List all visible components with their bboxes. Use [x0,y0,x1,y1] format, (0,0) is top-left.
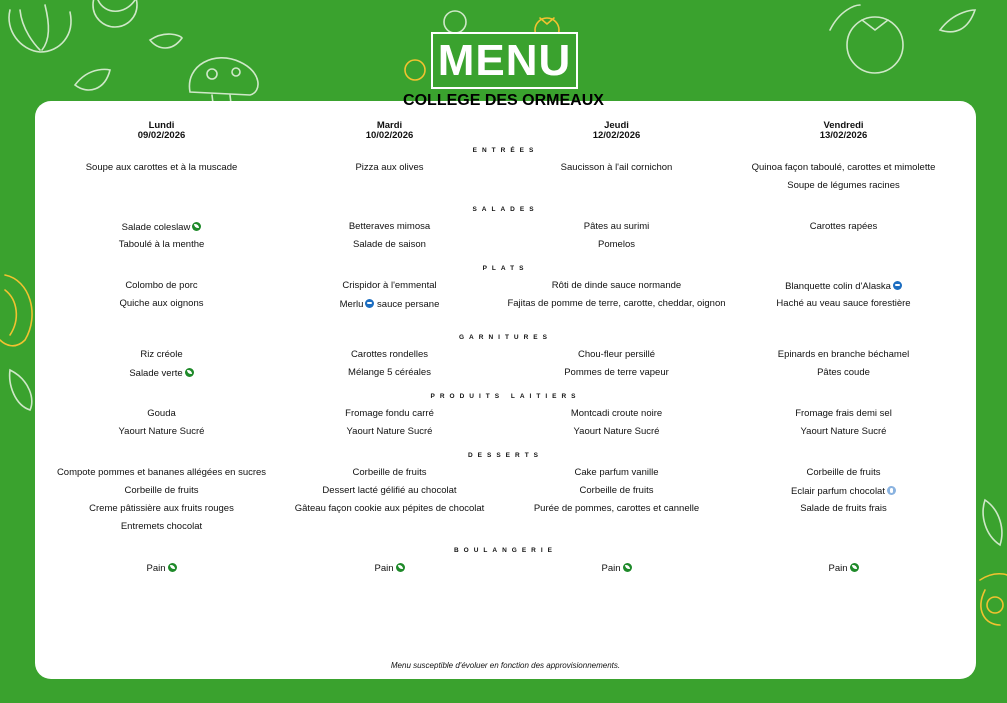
leaf-icon [623,563,632,572]
menu-item [503,368,730,378]
menu-item-label: Mélange 5 céréales [348,367,431,378]
menu-item-label: Yaourt Nature Sucré [800,426,887,437]
day-date: 13/02/2026 [819,130,868,141]
menu-item [48,468,275,478]
day-date: 10/02/2026 [365,130,414,141]
menu-item [730,350,957,360]
menu-item [730,563,957,574]
menu-item [503,281,730,291]
menu-item-label: Salade de saison [353,239,426,250]
day-header [48,121,275,141]
section-title: DESSERTS [467,452,544,459]
menu-item [276,427,503,437]
menu-item [48,240,275,250]
menu-item [730,368,957,378]
day-date: 09/02/2026 [137,130,186,141]
menu-item [48,281,275,291]
menu-item [503,409,730,419]
menu-item-label: Pain [146,563,166,574]
menu-item-label: Salade de fruits frais [800,503,887,514]
menu-item-label: Haché au veau sauce forestière [776,298,911,309]
menu-item-label: Corbeille de fruits [352,467,427,478]
menu-item-suffix: sauce persane [374,299,440,310]
menu-item [48,522,275,532]
menu-item [503,504,730,514]
day-date: 12/02/2026 [592,130,641,141]
menu-item [48,350,275,360]
section-title: BOULANGERIE [453,547,558,554]
menu-item-label: Compote pommes et bananes allégées en sucres [56,467,267,478]
menu-item [730,222,957,232]
menu-item [730,486,957,497]
cabbage-icon [93,0,137,27]
right-broccoli-icon [980,574,1007,625]
menu-item-label: Eclair parfum chocolat [791,486,885,497]
menu-item-label: Merlu [339,299,364,310]
menu-item [276,299,503,310]
day-name: Vendredi [823,120,864,131]
menu-item-label: Gouda [147,408,176,419]
left-onion-icon [0,275,32,346]
onion-icon [9,5,71,52]
menu-item-label: Dessert lacté gélifié au chocolat [322,485,457,496]
menu-item-label: Cake parfum vanille [574,467,659,478]
menu-item [276,350,503,360]
day-header [730,121,957,141]
menu-item-label: Fromage frais demi sel [795,408,892,419]
menu-item [276,240,503,250]
menu-item [276,468,503,478]
menu-item-label: Epinards en branche béchamel [777,349,910,360]
menu-item-label: Pommes de terre vapeur [564,367,669,378]
menu-item [276,222,503,232]
menu-item [503,299,730,309]
menu-item [48,486,275,496]
menu-item [276,563,503,574]
menu-item-label: Pomelos [598,239,635,250]
day-name: Jeudi [604,120,629,131]
menu-item-label: Entremets chocolat [120,521,203,532]
menu-item [503,468,730,478]
menu-item [48,163,275,173]
leaf-decor-icon [75,34,182,90]
footer-note: Menu susceptible d'évoluer en fonction des approvisionnements. [390,661,621,670]
menu-item-label: Fajitas de pomme de terre, carotte, cheddar, oignon [507,298,726,309]
menu-item-label: Salade coleslaw [121,222,191,233]
menu-item [503,163,730,173]
menu-item-label: Pizza aux olives [355,162,424,173]
leaf-icon [396,563,405,572]
menu-item-label: Corbeille de fruits [124,485,199,496]
menu-item [730,504,957,514]
menu-item-label: Soupe aux carottes et à la muscade [85,162,238,173]
menu-item [730,468,957,478]
day-header [503,121,730,141]
menu-item [730,299,957,309]
menu-item [48,504,275,514]
menu-item [503,350,730,360]
menu-item-label: Corbeille de fruits [806,467,881,478]
menu-item [503,563,730,574]
section-title: SALADES [472,206,539,213]
menu-item [276,504,503,514]
menu-item-label: Taboulé à la menthe [118,239,205,250]
veggie-icon [887,486,896,495]
leaves-right-icon [830,5,975,32]
menu-item-label: Yaourt Nature Sucré [346,426,433,437]
leaf-icon [185,368,194,377]
menu-item-label: Rôti de dinde sauce normande [551,280,682,291]
section-title: ENTRÉES [472,147,539,154]
menu-item [48,563,275,574]
menu-item-label: Riz créole [140,349,183,360]
menu-logo: MENU [431,32,578,89]
menu-item-label: Carottes rondelles [350,349,429,360]
day-name: Mardi [376,120,403,131]
menu-item-label: Montcadi croute noire [570,408,663,419]
menu-item-label: Fromage fondu carré [345,408,434,419]
section-title: PRODUITS LAITIERS [430,393,581,400]
menu-item-label: Carottes rapées [809,221,878,232]
menu-item [730,163,957,173]
menu-item-label: Pain [828,563,848,574]
left-leaf-icon [10,370,32,410]
menu-item [730,409,957,419]
menu-item-label: Pain [374,563,394,574]
leaf-icon [850,563,859,572]
school-title: COLLEGE DES ORMEAUX [403,92,604,109]
menu-item-label: Corbeille de fruits [579,485,654,496]
menu-item [503,486,730,496]
menu-item-label: Blanquette colin d'Alaska [785,281,891,292]
menu-item [503,240,730,250]
menu-item-label: Pâtes coude [817,367,870,378]
menu-item-label: Pain [601,563,621,574]
menu-item-label: Saucisson à l'ail cornichon [560,162,673,173]
menu-item [503,222,730,232]
menu-item [730,181,957,191]
menu-item-label: Yaourt Nature Sucré [118,426,205,437]
day-header [276,121,503,141]
menu-item-label: Yaourt Nature Sucré [573,426,660,437]
menu-item [503,427,730,437]
menu-item-label: Colombo de porc [125,280,198,291]
menu-item [48,368,275,379]
menu-item-label: Soupe de légumes racines [787,180,900,191]
day-name: Lundi [148,120,175,131]
right-leaf-icon [983,500,1002,545]
menu-item [48,299,275,309]
menu-item [276,281,503,291]
menu-item-label: Purée de pommes, carottes et cannelle [533,503,700,514]
menu-item-label: Pâtes au surimi [583,221,650,232]
menu-item [276,486,503,496]
menu-item [48,222,275,233]
menu-item-label: Betteraves mimosa [348,221,431,232]
menu-item-label: Chou-fleur persillé [577,349,656,360]
leaf-icon [168,563,177,572]
menu-item-label: Salade verte [129,368,183,379]
menu-item-label: Quinoa façon taboulé, carottes et mimolette [751,162,936,173]
menu-item [48,427,275,437]
menu-item [48,409,275,419]
menu-item [276,163,503,173]
menu-item-label: Creme pâtissière aux fruits rouges [89,503,234,514]
menu-item-label: Quiche aux oignons [119,298,204,309]
menu-item [276,409,503,419]
menu-item [276,368,503,378]
section-title: GARNITURES [459,334,552,341]
menu-item-label: Crispidor à l'emmental [342,280,437,291]
section-title: PLATS [482,265,529,272]
leaf-icon [192,222,201,231]
menu-item-label: Gâteau façon cookie aux pépites de chocolat [294,503,485,514]
menu-item [730,281,957,292]
menu-item [730,427,957,437]
fish-icon [893,281,902,290]
